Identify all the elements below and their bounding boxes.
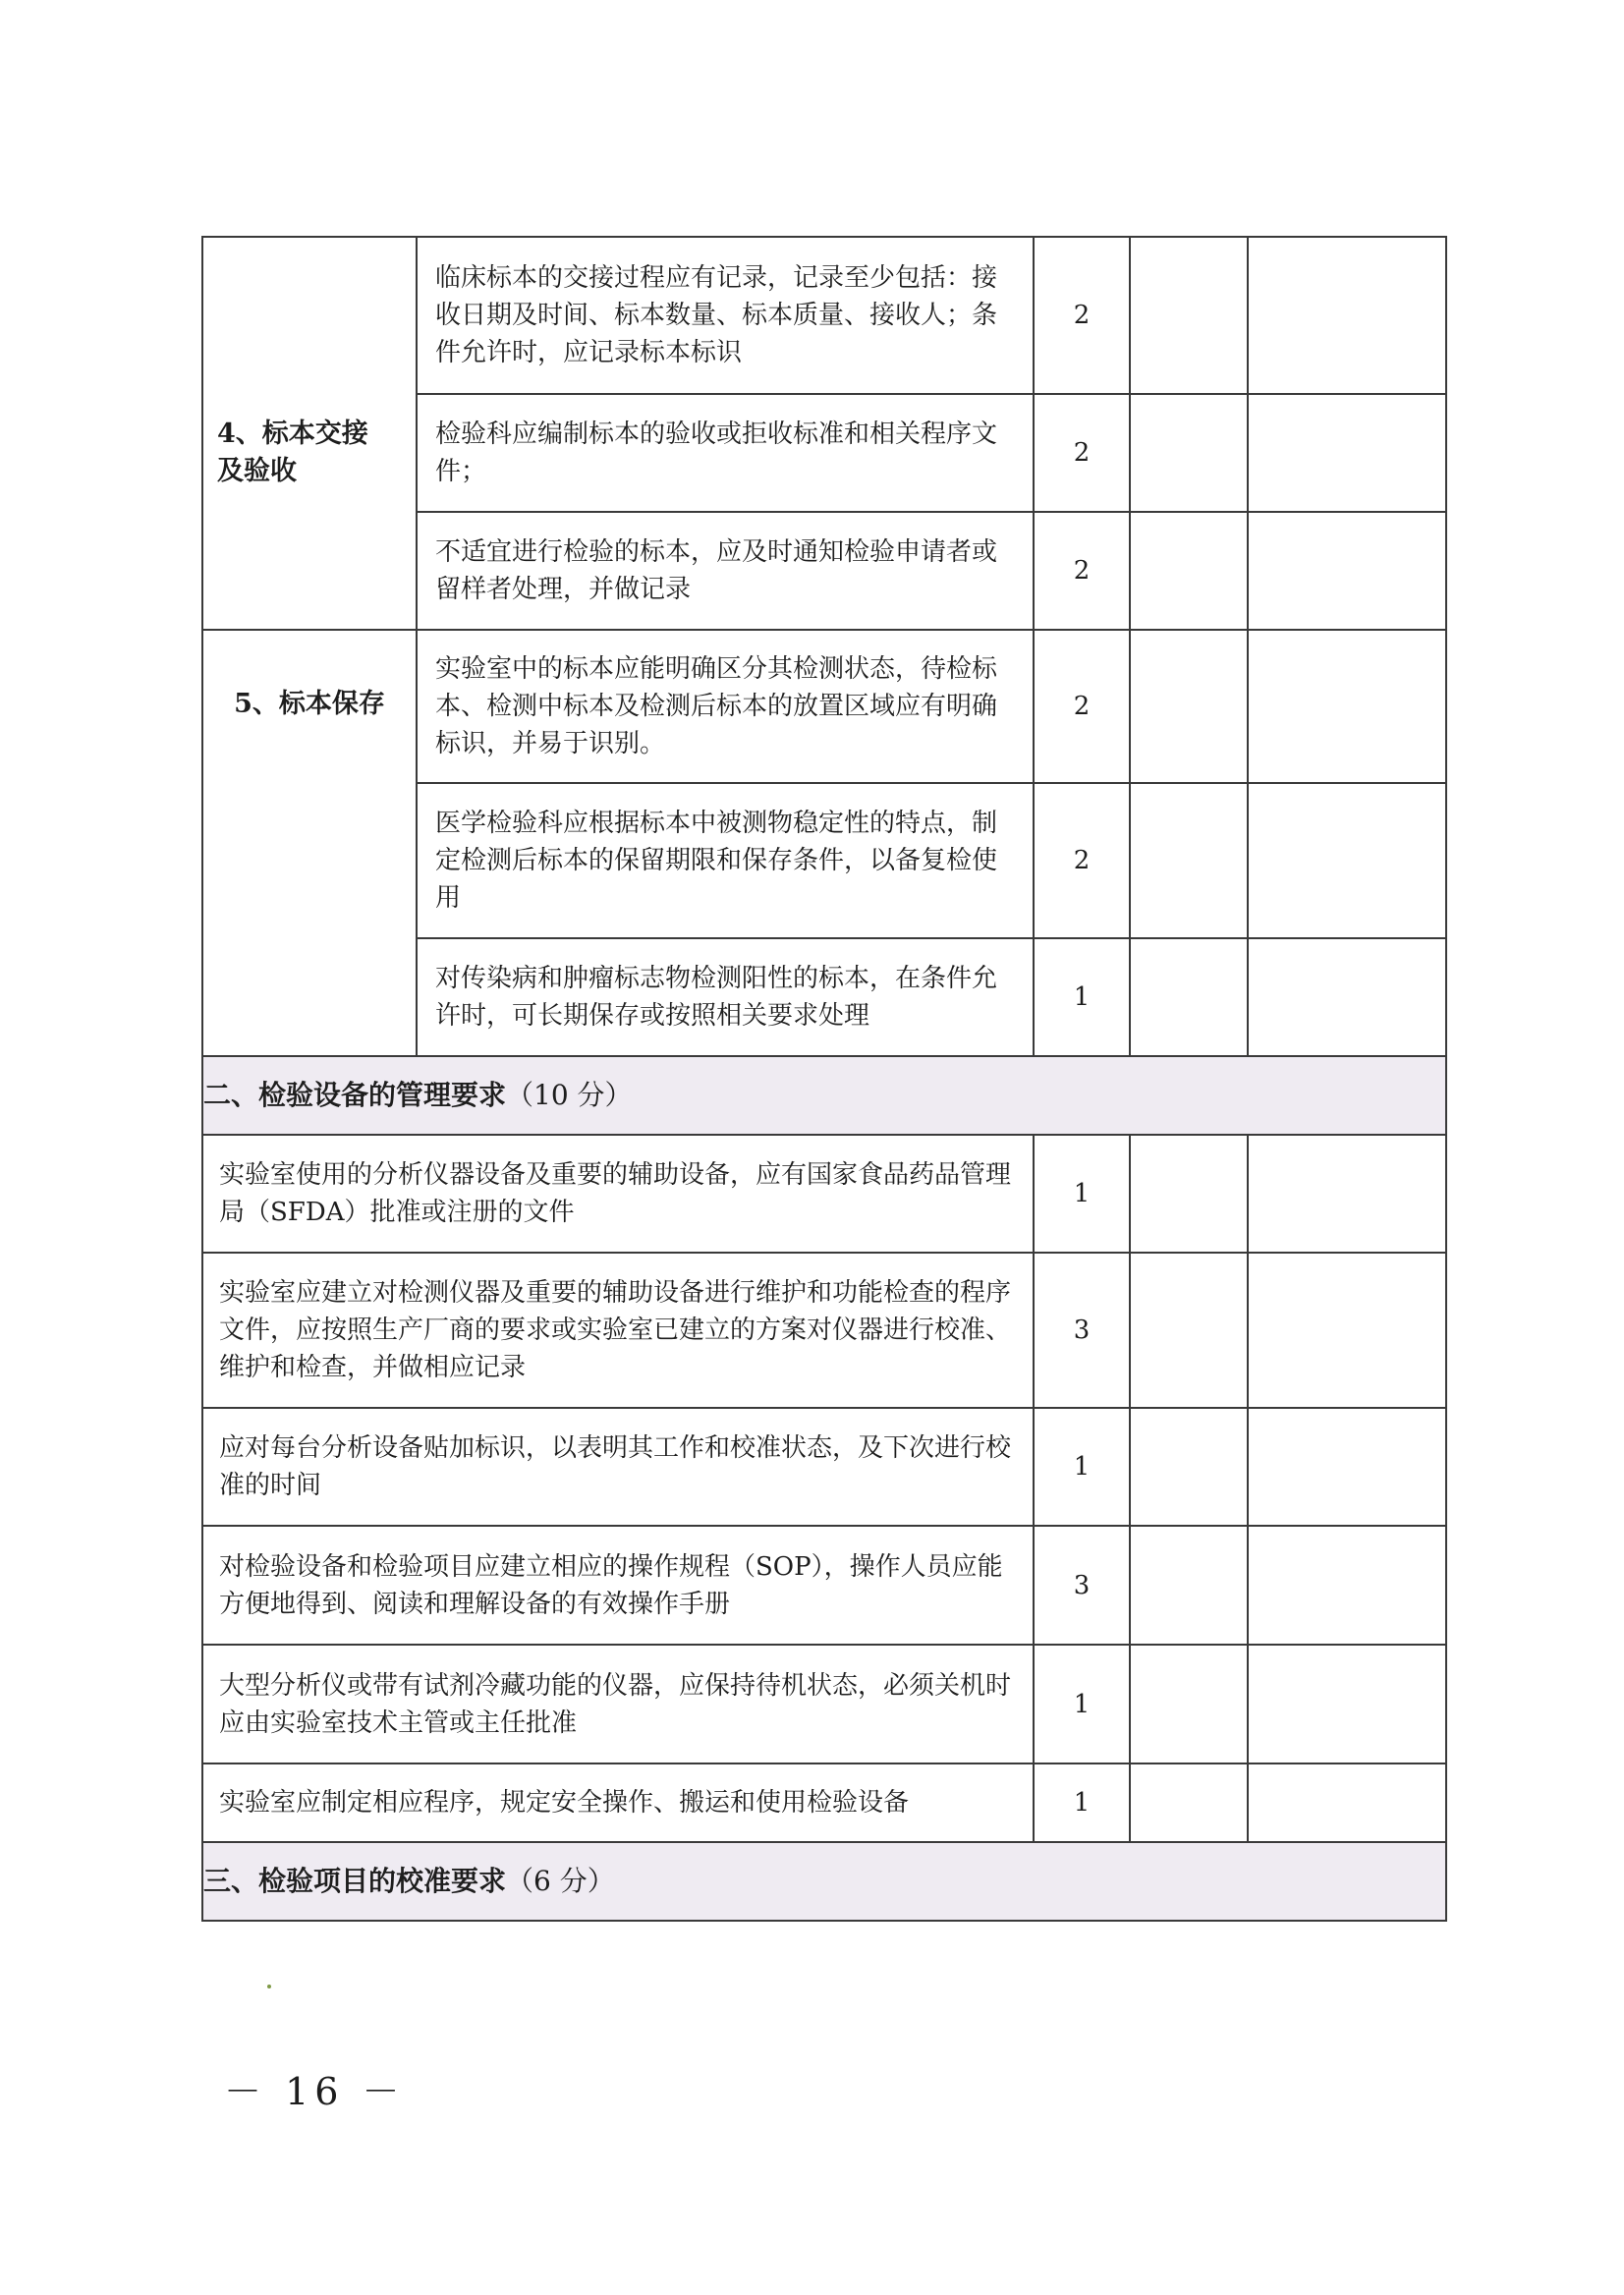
requirement-text: 大型分析仪或带有试剂冷藏功能的仪器，应保持待机状态，必须关机时应由实验室技术主管或主任批准 xyxy=(219,1670,1012,1738)
blank-cell xyxy=(1130,630,1248,783)
blank-cell xyxy=(1130,1253,1248,1408)
score-cell: 3 xyxy=(1034,1526,1130,1645)
requirement-text: 医学检验科应根据标本中被测物稳定性的特点，制定检测后标本的保留期限和保存条件，以备复检使用 xyxy=(435,809,998,913)
blank-cell xyxy=(1248,1526,1446,1645)
section-header xyxy=(202,1842,1446,1921)
assessment-table xyxy=(201,236,1447,1922)
requirement-cell xyxy=(202,1763,1034,1842)
table-row xyxy=(202,1135,1446,1253)
table-row xyxy=(202,1645,1446,1763)
blank-cell xyxy=(1130,237,1248,394)
requirement-cell xyxy=(417,783,1034,938)
blank-cell xyxy=(1248,1408,1446,1526)
score-cell: 2 xyxy=(1034,512,1130,630)
requirement-cell xyxy=(417,938,1034,1056)
blank-cell xyxy=(1248,783,1446,938)
page-number: － 16 － xyxy=(224,2070,406,2113)
section-title: 二、检验设备的管理要求 xyxy=(203,1079,507,1111)
score-cell: 1 xyxy=(1034,938,1130,1056)
blank-cell xyxy=(1130,1526,1248,1645)
blank-cell xyxy=(1248,1763,1446,1842)
blank-cell xyxy=(1248,938,1446,1056)
blank-cell xyxy=(1248,512,1446,630)
requirement-cell xyxy=(417,237,1034,394)
blank-cell xyxy=(1130,1763,1248,1842)
score-cell: 1 xyxy=(1034,1408,1130,1526)
category-label: 5、标本保存 xyxy=(234,689,385,719)
blank-cell xyxy=(1248,630,1446,783)
table-row xyxy=(202,1526,1446,1645)
category-cell xyxy=(202,237,417,630)
requirement-text: 实验室使用的分析仪器设备及重要的辅助设备，应有国家食品药品管理局（SFDA）批准或注册的文件 xyxy=(219,1160,1012,1227)
score-cell: 2 xyxy=(1034,394,1130,512)
requirement-text: 临床标本的交接过程应有记录，记录至少包括：接收日期及时间、标本数量、标本质量、接收人；条件允许时，应记录标本标识 xyxy=(435,263,998,367)
table-row xyxy=(202,630,1446,783)
table-row xyxy=(202,1408,1446,1526)
blank-cell xyxy=(1248,1645,1446,1763)
requirement-cell xyxy=(202,1645,1034,1763)
requirement-text: 应对每台分析设备贴加标识，以表明其工作和校准状态，及下次进行校准的时间 xyxy=(219,1433,1012,1500)
blank-cell xyxy=(1130,1135,1248,1253)
category-label-line: 4、标本交接 xyxy=(217,419,368,449)
blank-cell xyxy=(1248,1135,1446,1253)
requirement-text: 实验室应制定相应程序，规定安全操作、搬运和使用检验设备 xyxy=(219,1788,910,1818)
score-cell: 2 xyxy=(1034,237,1130,394)
section-points: （6 分） xyxy=(506,1865,615,1897)
blank-cell xyxy=(1248,394,1446,512)
blank-cell xyxy=(1130,394,1248,512)
blank-cell xyxy=(1130,512,1248,630)
category-cell xyxy=(202,630,417,1056)
requirement-cell xyxy=(202,1526,1034,1645)
requirement-text: 实验室应建立对检测仪器及重要的辅助设备进行维护和功能检查的程序文件，应按照生产厂商的要求或实验室已建立的方案对仪器进行校准、维护和检查，并做相应记录 xyxy=(219,1278,1012,1382)
requirement-cell xyxy=(202,1135,1034,1253)
blank-cell xyxy=(1130,938,1248,1056)
score-cell: 2 xyxy=(1034,630,1130,783)
category-label-line: 及验收 xyxy=(217,456,297,486)
requirement-text: 不适宜进行检验的标本，应及时通知检验申请者或留样者处理，并做记录 xyxy=(435,537,998,604)
section-points: （10 分） xyxy=(506,1079,633,1111)
requirement-text: 对检验设备和检验项目应建立相应的操作规程（SOP），操作人员应能方便地得到、阅读和理解设备的有效操作手册 xyxy=(219,1551,1003,1619)
blank-cell xyxy=(1248,1253,1446,1408)
requirement-cell xyxy=(202,1253,1034,1408)
blank-cell xyxy=(1130,783,1248,938)
score-cell: 1 xyxy=(1034,1135,1130,1253)
requirement-cell xyxy=(417,512,1034,630)
blank-cell xyxy=(1130,1645,1248,1763)
speck-mark xyxy=(267,1985,271,1988)
requirement-text: 实验室中的标本应能明确区分其检测状态，待检标本、检测中标本及检测后标本的放置区域应有明确标识，并易于识别。 xyxy=(435,654,998,758)
score-cell: 3 xyxy=(1034,1253,1130,1408)
section-header-row xyxy=(202,1842,1446,1921)
requirement-cell xyxy=(417,630,1034,783)
blank-cell xyxy=(1248,237,1446,394)
requirement-cell xyxy=(417,394,1034,512)
table-row xyxy=(202,1763,1446,1842)
section-header xyxy=(202,1056,1446,1135)
score-cell: 2 xyxy=(1034,783,1130,938)
blank-cell xyxy=(1130,1408,1248,1526)
requirement-cell xyxy=(202,1408,1034,1526)
requirement-text: 对传染病和肿瘤标志物检测阳性的标本，在条件允许时，可长期保存或按照相关要求处理 xyxy=(435,964,998,1031)
table-row xyxy=(202,1253,1446,1408)
score-cell: 1 xyxy=(1034,1645,1130,1763)
section-header-row xyxy=(202,1056,1446,1135)
section-title: 三、检验项目的校准要求 xyxy=(203,1865,507,1897)
score-cell: 1 xyxy=(1034,1763,1130,1842)
requirement-text: 检验科应编制标本的验收或拒收标准和相关程序文件； xyxy=(435,420,998,486)
table-row xyxy=(202,237,1446,394)
